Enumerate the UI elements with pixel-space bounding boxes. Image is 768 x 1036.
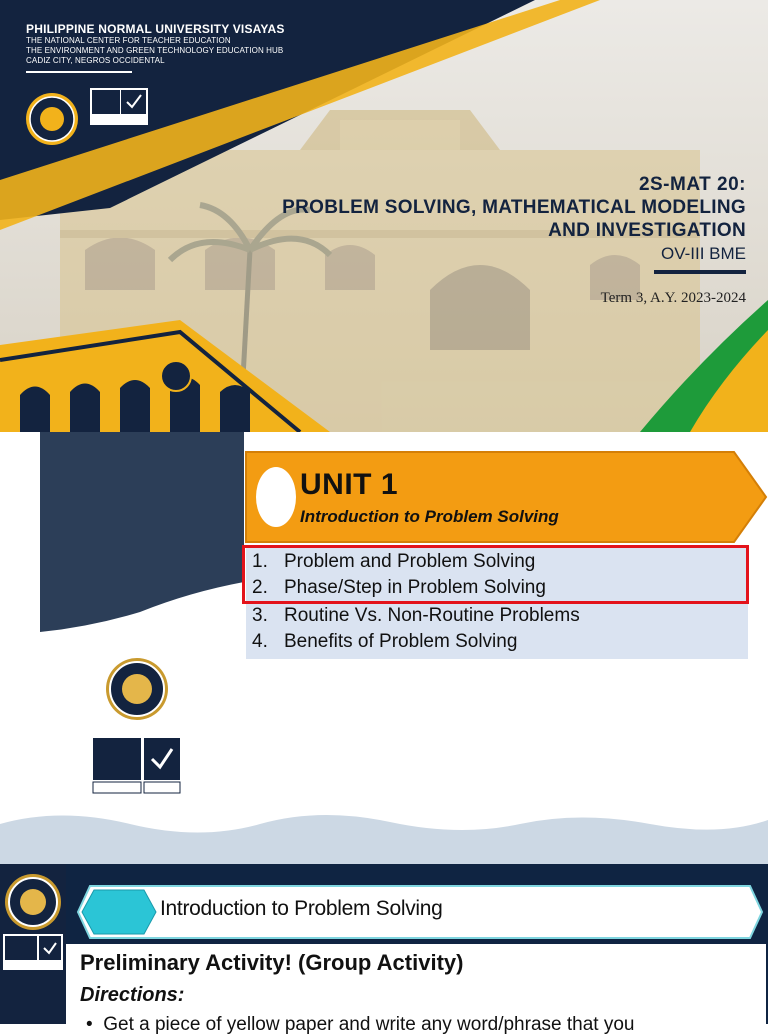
course-title-line-2: AND INVESTIGATION [548,220,746,241]
header-divider [26,71,132,73]
title-divider [654,270,746,274]
section-title: Introduction to Problem Solving [160,897,443,920]
course-title-line-1: PROBLEM SOLVING, MATHEMATICAL MODELING [282,197,746,218]
topic-number: 1. [252,551,268,572]
directions-label: Directions: [80,984,185,1006]
unit-overview-slide [0,432,768,864]
university-header [26,22,285,73]
activity-heading: Preliminary Activity! (Group Activity) [80,950,464,975]
list-item: • Get a piece of yellow paper and write any word/phrase that you [86,1014,635,1035]
highlight-box [242,545,749,604]
section-label: OV-III BME [660,244,746,263]
topic-label: Problem and Problem Solving [284,551,536,572]
university-tagline-2: THE ENVIRONMENT AND GREEN TECHNOLOGY EDUCATION HUB [26,46,284,55]
list-item [252,605,580,627]
topic-number: 4. [252,631,268,652]
topic-label: Routine Vs. Non-Routine Problems [284,605,580,626]
bullet-text: Get a piece of yellow paper and write any word/phrase that you [103,1014,635,1035]
unit-subtitle: Introduction to Problem Solving [300,507,559,526]
list-item [252,631,517,653]
university-tagline-1: THE NATIONAL CENTER FOR TEACHER EDUCATION [26,36,231,45]
course-code: 2S-MAT 20: [638,174,746,195]
topic-number: 3. [252,605,268,626]
university-name: PHILIPPINE NORMAL UNIVERSITY VISAYAS [26,22,285,36]
topic-label: Phase/Step in Problem Solving [284,577,546,598]
topic-number: 2. [252,577,268,598]
unit-title: UNIT 1 [300,468,399,501]
topic-label: Benefits of Problem Solving [284,631,518,652]
activity-slide [0,864,768,1035]
term-label: Term 3, A.Y. 2023-2024 [600,290,746,306]
university-location: CADIZ CITY, NEGROS OCCIDENTAL [26,56,165,65]
course-title-block [282,174,746,264]
title-slide [0,0,768,432]
